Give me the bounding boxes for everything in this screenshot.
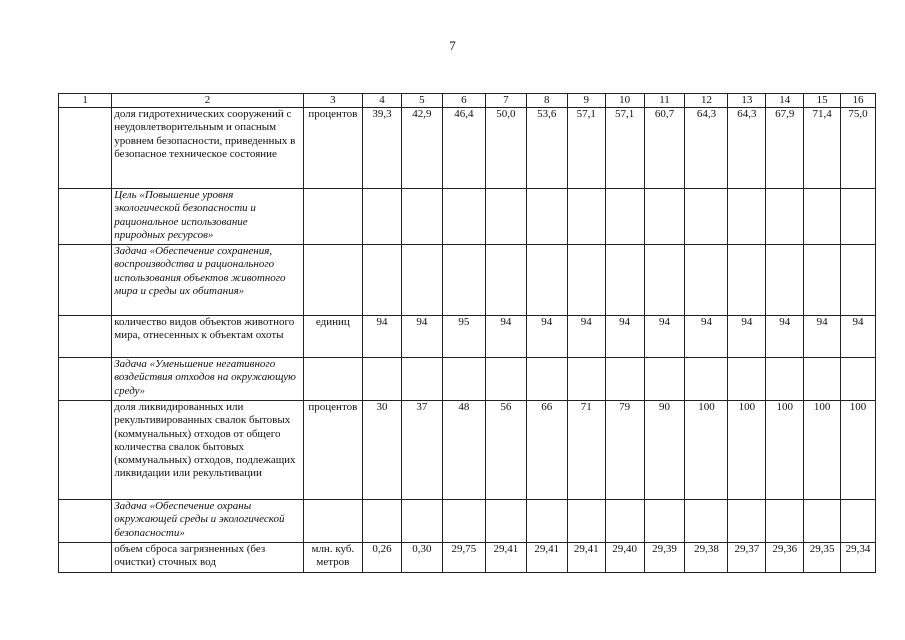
- value-cell: [766, 245, 804, 316]
- value-cell: 94: [841, 316, 876, 358]
- value-cell: 0,30: [401, 543, 442, 573]
- value-cell: 66: [526, 401, 567, 500]
- value-cell: 29,75: [442, 543, 485, 573]
- column-header: 2: [112, 94, 303, 108]
- value-cell: 29,34: [841, 543, 876, 573]
- indicator-name: количество видов объектов животного мира, отнесенных к объектам охоты: [112, 316, 303, 358]
- column-header: 7: [485, 94, 526, 108]
- empty-cell: [59, 189, 112, 245]
- value-cell: 29,41: [526, 543, 567, 573]
- value-cell: 64,3: [728, 108, 766, 189]
- value-cell: 60,7: [644, 108, 685, 189]
- unit-cell: процентов: [303, 401, 362, 500]
- value-cell: 90: [644, 401, 685, 500]
- value-cell: 94: [567, 316, 605, 358]
- table-row: [59, 401, 876, 500]
- empty-cell: [59, 245, 112, 316]
- value-cell: 0,26: [363, 543, 402, 573]
- value-cell: 100: [841, 401, 876, 500]
- value-cell: [804, 245, 841, 316]
- value-cell: [401, 245, 442, 316]
- value-cell: [841, 500, 876, 543]
- value-cell: [363, 500, 402, 543]
- column-header: 13: [728, 94, 766, 108]
- value-cell: [485, 500, 526, 543]
- value-cell: 79: [605, 401, 644, 500]
- unit-cell: млн. куб. метров: [303, 543, 362, 573]
- value-cell: [685, 358, 728, 401]
- value-cell: [728, 245, 766, 316]
- unit-cell: единиц: [303, 316, 362, 358]
- value-cell: 29,38: [685, 543, 728, 573]
- value-cell: [728, 500, 766, 543]
- value-cell: [442, 189, 485, 245]
- column-header: 12: [685, 94, 728, 108]
- value-cell: [685, 189, 728, 245]
- value-cell: [401, 358, 442, 401]
- value-cell: [567, 358, 605, 401]
- column-header: 8: [526, 94, 567, 108]
- column-header: 10: [605, 94, 644, 108]
- value-cell: [485, 358, 526, 401]
- value-cell: [485, 189, 526, 245]
- value-cell: 29,41: [485, 543, 526, 573]
- column-header: 16: [841, 94, 876, 108]
- value-cell: [728, 358, 766, 401]
- column-header: 11: [644, 94, 685, 108]
- value-cell: 94: [804, 316, 841, 358]
- value-cell: 94: [526, 316, 567, 358]
- table-row: [59, 543, 876, 573]
- indicators-table: [58, 93, 876, 573]
- value-cell: 94: [605, 316, 644, 358]
- value-cell: 100: [685, 401, 728, 500]
- value-cell: 94: [401, 316, 442, 358]
- value-cell: 94: [766, 316, 804, 358]
- value-cell: 46,4: [442, 108, 485, 189]
- unit-cell: [303, 500, 362, 543]
- column-header: 3: [303, 94, 362, 108]
- value-cell: 50,0: [485, 108, 526, 189]
- value-cell: [442, 245, 485, 316]
- column-header: 9: [567, 94, 605, 108]
- value-cell: 94: [685, 316, 728, 358]
- value-cell: [567, 189, 605, 245]
- value-cell: [841, 245, 876, 316]
- empty-cell: [59, 401, 112, 500]
- value-cell: 94: [363, 316, 402, 358]
- value-cell: 29,37: [728, 543, 766, 573]
- column-header: 6: [442, 94, 485, 108]
- value-cell: [401, 500, 442, 543]
- value-cell: 39,3: [363, 108, 402, 189]
- value-cell: [605, 245, 644, 316]
- value-cell: 57,1: [567, 108, 605, 189]
- value-cell: 42,9: [401, 108, 442, 189]
- value-cell: 48: [442, 401, 485, 500]
- value-cell: [442, 500, 485, 543]
- value-cell: [567, 500, 605, 543]
- value-cell: [363, 245, 402, 316]
- value-cell: 94: [485, 316, 526, 358]
- column-header: 4: [363, 94, 402, 108]
- value-cell: [766, 500, 804, 543]
- value-cell: [526, 189, 567, 245]
- value-cell: [485, 245, 526, 316]
- value-cell: [766, 358, 804, 401]
- value-cell: 64,3: [685, 108, 728, 189]
- empty-cell: [59, 500, 112, 543]
- header-row: [59, 94, 876, 108]
- value-cell: [644, 189, 685, 245]
- value-cell: [841, 189, 876, 245]
- task-text: Задача «Обеспечение сохранения, воспроизводства и рационального использования объектов животного мира и среды их обитания»: [112, 245, 303, 316]
- column-header: 14: [766, 94, 804, 108]
- value-cell: [605, 358, 644, 401]
- indicator-name: объем сброса загрязненных (без очистки) сточных вод: [112, 543, 303, 573]
- value-cell: 29,41: [567, 543, 605, 573]
- value-cell: 30: [363, 401, 402, 500]
- value-cell: 67,9: [766, 108, 804, 189]
- value-cell: 29,40: [605, 543, 644, 573]
- empty-cell: [59, 543, 112, 573]
- indicator-name: доля ликвидированных или рекультивированных свалок бытовых (коммунальных) отходов от общего количества свалок бытовых (коммунальных) отходов, подлежащих ликвидации или рекультивации: [112, 401, 303, 500]
- task-text: Задача «Уменьшение негативного воздействия отходов на окружающую среду»: [112, 358, 303, 401]
- value-cell: [685, 245, 728, 316]
- value-cell: 75,0: [841, 108, 876, 189]
- value-cell: [605, 189, 644, 245]
- task-row: [59, 358, 876, 401]
- value-cell: [728, 189, 766, 245]
- value-cell: 57,1: [605, 108, 644, 189]
- indicator-name: доля гидротехнических сооружений с неудовлетворительным и опасным уровнем безопасности, приведенных в безопасное техническое состояние: [112, 108, 303, 189]
- value-cell: [685, 500, 728, 543]
- value-cell: [526, 245, 567, 316]
- column-header: 5: [401, 94, 442, 108]
- value-cell: 94: [728, 316, 766, 358]
- table-row: [59, 316, 876, 358]
- value-cell: [442, 358, 485, 401]
- value-cell: 29,39: [644, 543, 685, 573]
- unit-cell: процентов: [303, 108, 362, 189]
- task-row: [59, 245, 876, 316]
- value-cell: 100: [766, 401, 804, 500]
- table-body: [59, 108, 876, 573]
- value-cell: 71,4: [804, 108, 841, 189]
- task-row: [59, 189, 876, 245]
- value-cell: [644, 500, 685, 543]
- value-cell: [401, 189, 442, 245]
- table-row: [59, 108, 876, 189]
- value-cell: 100: [804, 401, 841, 500]
- empty-cell: [59, 358, 112, 401]
- unit-cell: [303, 358, 362, 401]
- value-cell: [363, 189, 402, 245]
- unit-cell: [303, 189, 362, 245]
- value-cell: [644, 358, 685, 401]
- value-cell: [644, 245, 685, 316]
- empty-cell: [59, 316, 112, 358]
- value-cell: 95: [442, 316, 485, 358]
- value-cell: 37: [401, 401, 442, 500]
- value-cell: 53,6: [526, 108, 567, 189]
- value-cell: 94: [644, 316, 685, 358]
- page-number: 7: [449, 38, 456, 53]
- value-cell: 29,35: [804, 543, 841, 573]
- value-cell: 71: [567, 401, 605, 500]
- value-cell: [567, 245, 605, 316]
- value-cell: [804, 358, 841, 401]
- value-cell: [766, 189, 804, 245]
- task-text: Задача «Обеспечение охраны окружающей среды и экологической безопасности»: [112, 500, 303, 543]
- value-cell: [526, 500, 567, 543]
- value-cell: [605, 500, 644, 543]
- column-header: 1: [59, 94, 112, 108]
- empty-cell: [59, 108, 112, 189]
- column-header: 15: [804, 94, 841, 108]
- value-cell: [804, 500, 841, 543]
- unit-cell: [303, 245, 362, 316]
- value-cell: 29,36: [766, 543, 804, 573]
- task-text: Цель «Повышение уровня экологической безопасности и рациональное использование природных ресурсов»: [112, 189, 303, 245]
- task-row: [59, 500, 876, 543]
- value-cell: 100: [728, 401, 766, 500]
- value-cell: 56: [485, 401, 526, 500]
- value-cell: [363, 358, 402, 401]
- value-cell: [804, 189, 841, 245]
- value-cell: [526, 358, 567, 401]
- value-cell: [841, 358, 876, 401]
